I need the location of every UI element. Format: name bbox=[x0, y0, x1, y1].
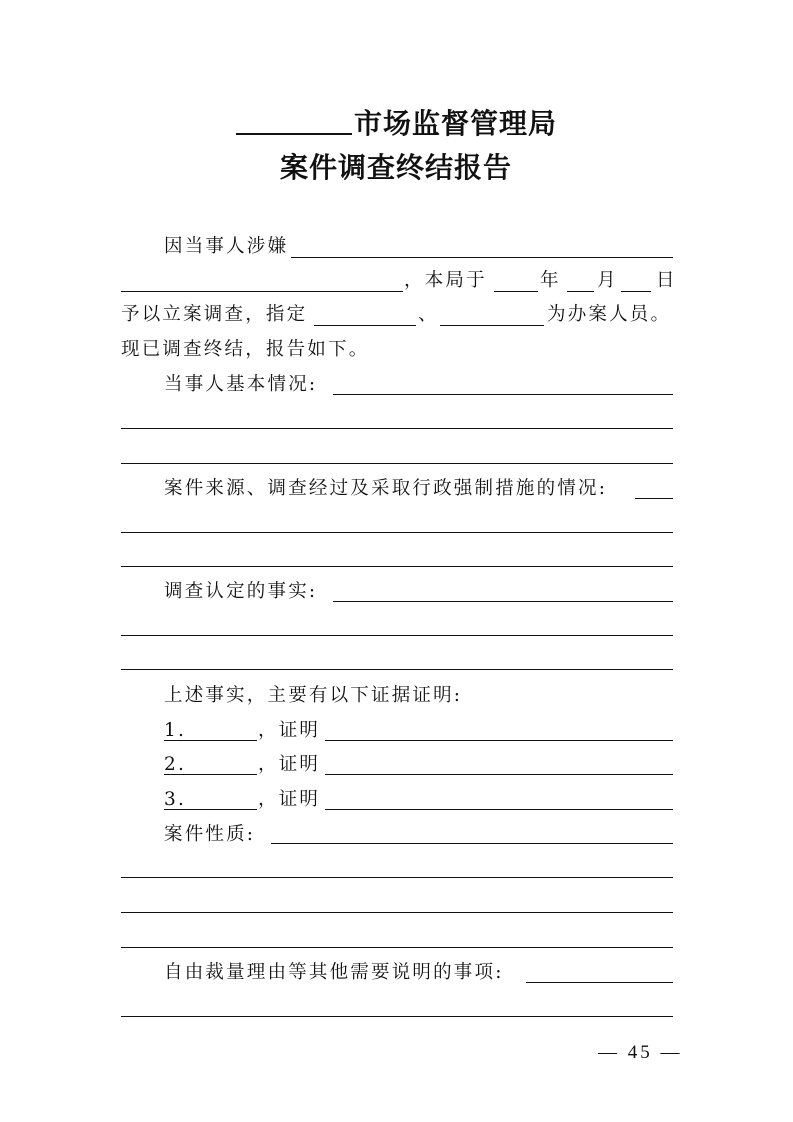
case-nature-line2[interactable] bbox=[121, 877, 673, 878]
intro-line4: 现已调查终结，报告如下。 bbox=[121, 339, 370, 360]
evidence-item-3-field[interactable] bbox=[325, 809, 673, 810]
discretion-field[interactable] bbox=[526, 982, 673, 983]
case-source-line2[interactable] bbox=[121, 532, 673, 533]
evidence-item-2-field[interactable] bbox=[325, 774, 673, 775]
agency-name-blank bbox=[236, 107, 352, 135]
facts-line3[interactable] bbox=[121, 669, 673, 670]
intro-line3-end: 为办案人员。 bbox=[547, 304, 672, 325]
evidence-item-2-blank[interactable] bbox=[183, 774, 257, 775]
page-title-line2: 案件调查终结报告 bbox=[280, 151, 513, 184]
facts-line2[interactable] bbox=[121, 635, 673, 636]
case-nature-line3[interactable] bbox=[121, 912, 673, 913]
facts-field[interactable] bbox=[333, 601, 673, 602]
page-number: — 45 — bbox=[598, 1042, 683, 1063]
case-nature-field[interactable] bbox=[271, 843, 673, 844]
case-source-field[interactable] bbox=[635, 498, 673, 499]
party-info-label: 当事人基本情况: bbox=[164, 374, 318, 395]
intro-line2-bureau: ，本局于 bbox=[404, 270, 487, 291]
evidence-item-1-blank[interactable] bbox=[183, 740, 257, 741]
intro-line3-start: 予以立案调查，指定 bbox=[121, 304, 308, 325]
evidence-item-3-label: ，证明 bbox=[258, 789, 321, 810]
investigator1-blank[interactable] bbox=[314, 325, 416, 326]
facts-label: 调查认定的事实: bbox=[164, 581, 318, 602]
investigator-separator: 、 bbox=[418, 304, 439, 325]
evidence-item-2-number: 2. bbox=[164, 754, 187, 775]
party-info-line3[interactable] bbox=[121, 463, 673, 464]
case-nature-line4[interactable] bbox=[121, 947, 673, 948]
page-title-line1: 市场监督管理局 bbox=[236, 102, 557, 142]
party-info-field[interactable] bbox=[333, 394, 673, 395]
evidence-item-2-label: ，证明 bbox=[258, 754, 321, 775]
discretion-label: 自由裁量理由等其他需要说明的事项: bbox=[164, 962, 504, 983]
intro-line1: 因当事人涉嫌 bbox=[164, 236, 289, 257]
year-blank[interactable] bbox=[494, 291, 538, 292]
discretion-line2[interactable] bbox=[121, 1016, 673, 1017]
case-nature-label: 案件性质: bbox=[164, 824, 256, 845]
day-label: 日 bbox=[656, 270, 677, 291]
evidence-item-1-label: ，证明 bbox=[258, 720, 321, 741]
violation-blank[interactable] bbox=[291, 257, 673, 258]
violation-blank-cont[interactable] bbox=[121, 291, 403, 292]
evidence-item-3-number: 3. bbox=[164, 789, 187, 810]
party-info-line2[interactable] bbox=[121, 428, 673, 429]
evidence-item-1-number: 1. bbox=[164, 720, 187, 741]
month-blank[interactable] bbox=[567, 291, 594, 292]
evidence-item-1-field[interactable] bbox=[325, 740, 673, 741]
case-source-label: 案件来源、调查经过及采取行政强制措施的情况: bbox=[164, 478, 608, 499]
evidence-intro: 上述事实，主要有以下证据证明: bbox=[164, 685, 463, 706]
day-blank[interactable] bbox=[621, 291, 651, 292]
evidence-item-3-blank[interactable] bbox=[183, 809, 257, 810]
investigator2-blank[interactable] bbox=[440, 325, 544, 326]
year-label: 年 bbox=[540, 270, 561, 291]
case-source-line3[interactable] bbox=[121, 566, 673, 567]
month-label: 月 bbox=[597, 270, 618, 291]
